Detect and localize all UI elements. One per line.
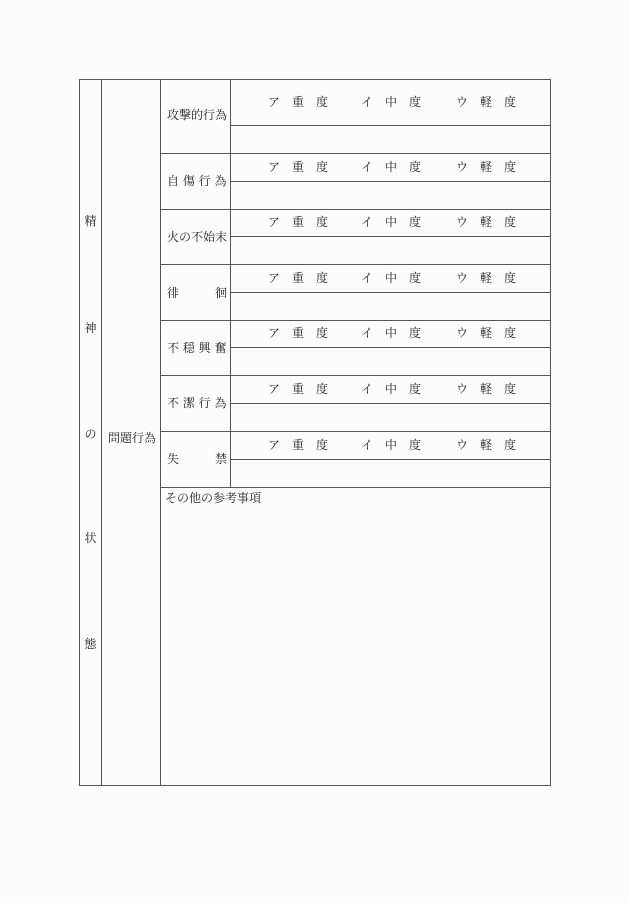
subrow-divider bbox=[230, 236, 551, 237]
severity-medium-option[interactable]: イ 中 度 bbox=[361, 326, 422, 340]
row-label: 火の不始末 bbox=[167, 230, 228, 244]
severity-medium-option[interactable]: イ 中 度 bbox=[361, 382, 422, 396]
severity-heavy-option[interactable]: ア 重 度 bbox=[268, 438, 329, 452]
severity-light-option[interactable]: ウ 軽 度 bbox=[456, 95, 517, 109]
mental-state-char: 精 bbox=[84, 214, 97, 228]
severity-heavy-option[interactable]: ア 重 度 bbox=[268, 326, 329, 340]
table-border-bottom bbox=[79, 785, 551, 786]
severity-heavy-option[interactable]: ア 重 度 bbox=[268, 160, 329, 174]
severity-medium-option[interactable]: イ 中 度 bbox=[361, 95, 422, 109]
row-divider bbox=[160, 320, 551, 321]
severity-light-option[interactable]: ウ 軽 度 bbox=[456, 271, 517, 285]
severity-light-option[interactable]: ウ 軽 度 bbox=[456, 215, 517, 229]
row-label: 不 潔 行 為 bbox=[167, 396, 227, 410]
subrow-divider bbox=[230, 125, 551, 126]
column-divider-3 bbox=[230, 79, 231, 487]
severity-heavy-option[interactable]: ア 重 度 bbox=[268, 95, 329, 109]
subrow-divider bbox=[230, 292, 551, 293]
subrow-divider bbox=[230, 403, 551, 404]
subrow-divider bbox=[230, 459, 551, 460]
severity-heavy-option[interactable]: ア 重 度 bbox=[268, 215, 329, 229]
table-border-top bbox=[79, 79, 551, 80]
notes-area[interactable] bbox=[162, 508, 548, 783]
subrow-divider bbox=[230, 181, 551, 182]
category-label: 問題行為 bbox=[108, 431, 157, 445]
column-divider-1 bbox=[101, 79, 102, 786]
severity-medium-option[interactable]: イ 中 度 bbox=[361, 160, 422, 174]
row-label: 失 禁 bbox=[167, 452, 228, 466]
severity-heavy-option[interactable]: ア 重 度 bbox=[268, 382, 329, 396]
row-divider bbox=[160, 153, 551, 154]
mental-state-char: 態 bbox=[84, 637, 97, 651]
row-label: 不 穏 興 奮 bbox=[167, 341, 227, 355]
severity-light-option[interactable]: ウ 軽 度 bbox=[456, 438, 517, 452]
row-divider bbox=[160, 264, 551, 265]
severity-light-option[interactable]: ウ 軽 度 bbox=[456, 382, 517, 396]
row-label: 攻撃的行為 bbox=[167, 108, 228, 122]
row-divider bbox=[160, 209, 551, 210]
row-divider bbox=[160, 375, 551, 376]
severity-heavy-option[interactable]: ア 重 度 bbox=[268, 271, 329, 285]
table-border-right bbox=[550, 79, 551, 786]
mental-state-char: 神 bbox=[84, 321, 97, 335]
row-divider bbox=[160, 431, 551, 432]
row-divider bbox=[160, 487, 551, 488]
severity-medium-option[interactable]: イ 中 度 bbox=[361, 271, 422, 285]
severity-medium-option[interactable]: イ 中 度 bbox=[361, 215, 422, 229]
mental-state-char: の bbox=[84, 427, 97, 441]
row-label: 徘 徊 bbox=[167, 286, 228, 300]
notes-label: その他の参考事項 bbox=[165, 491, 262, 505]
severity-light-option[interactable]: ウ 軽 度 bbox=[456, 326, 517, 340]
row-label: 自 傷 行 為 bbox=[167, 174, 227, 188]
severity-light-option[interactable]: ウ 軽 度 bbox=[456, 160, 517, 174]
subrow-divider bbox=[230, 347, 551, 348]
severity-medium-option[interactable]: イ 中 度 bbox=[361, 438, 422, 452]
mental-state-char: 状 bbox=[84, 531, 97, 545]
column-divider-2 bbox=[160, 79, 161, 786]
